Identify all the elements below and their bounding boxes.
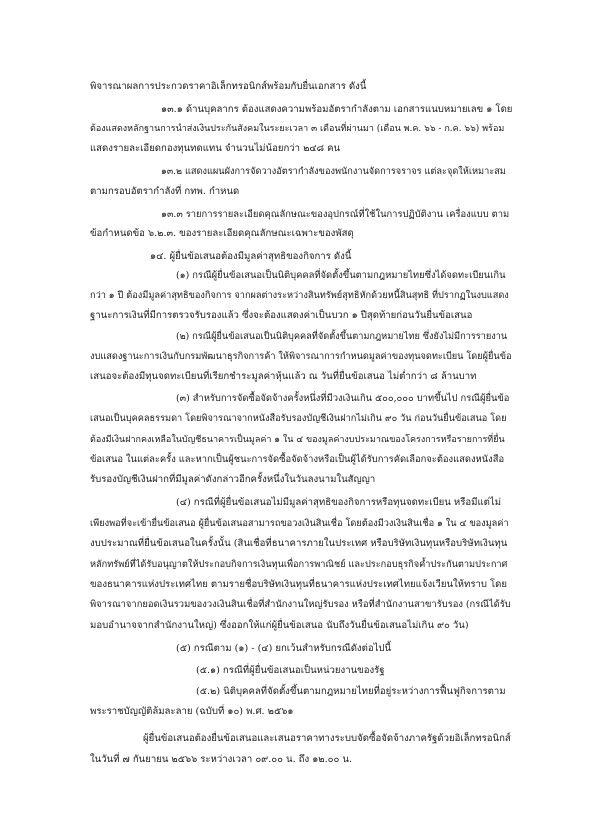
text-line: (๒) กรณีผู้ยื่นข้อเสนอเป็นนิติบุคคลที่จัดตั้งขึ้นตามกฎหมายไทย ซึ่งยังไม่มีการรายงาน bbox=[176, 331, 508, 342]
text-line: พระราชบัญญัติล้มละลาย (ฉบับที่ ๑๐) พ.ศ. ๒๕๖๑ bbox=[90, 706, 294, 717]
text-line: ต้องมีเงินฝากคงเหลือในบัญชีธนาคารเป็นมูลค่า ๑ ใน ๔ ของมูลค่างบประมาณของโครงการหรือรายการที่ยื่น bbox=[90, 435, 505, 445]
text-line: (๑) กรณีผู้ยื่นข้อเสนอเป็นนิติบุคคลที่จัดตั้งขึ้นตามกฎหมายไทยซึ่งได้จดทะเบียนเกิน bbox=[176, 270, 506, 281]
text-line: ๑๓.๑ ด้านบุคลากร ต้องแสดงความพร้อมอัตรากำลังตาม เอกสารแนบหมายเลข ๑ โดย bbox=[161, 104, 513, 115]
text-line: หลักทรัพย์ที่ได้รับอนุญาตให้ประกอบกิจการเงินทุนเพื่อการพาณิชย์ และประกอบธุรกิจค้ำประกันตามประกาศ bbox=[90, 559, 508, 570]
text-line: ข้อเสนอ ในแต่ละครั้ง และหากเป็นผู้ชนะการจัดซื้อจัดจ้างหรือเป็นผู้ได้รับการคัดเลือกจะต้องแสดงหนังสือ bbox=[90, 454, 505, 465]
text-line: กว่า ๑ ปี ต้องมีมูลค่าสุทธิของกิจการ จากผลต่างระหว่างสินทรัพย์สุทธิหักด้วยหนี้สินสุทธิ ที่ปรากฏในงบแสดง bbox=[90, 290, 509, 301]
text-line: เสนอเป็นบุคคลธรรมดา โดยพิจารณาจากหนังสือรับรองบัญชีเงินฝากไม่เกิน ๙๐ วัน ก่อนวันยื่นข้อเสนอ โดย bbox=[90, 413, 507, 424]
text-line: (๕.๑) กรณีที่ผู้ยื่นข้อเสนอเป็นหน่วยงานของรัฐ bbox=[196, 665, 385, 676]
text-line: งบแสดงฐานะการเงินกับกรมพัฒนาธุรกิจการค้า ให้พิจารณาการกำหนดมูลค่าของทุนจดทะเบียน โดยผู้ยื่นข้อ bbox=[90, 351, 512, 362]
text-line: มอบอำนาจจากสำนักงานใหญ่) ซึ่งออกให้แก่ผู้ยื่นข้อเสนอ นับถึงวันยื่นข้อเสนอไม่เกิน ๙๐ วัน) bbox=[90, 620, 469, 631]
text-line: ของธนาคารแห่งประเทศไทย ตามรายชื่อบริษัทเงินทุนที่ธนาคารแห่งประเทศไทยแจ้งเวียนให้ทราบ โดย bbox=[90, 579, 508, 590]
section-heading: ๑๔. ผู้ยื่นข้อเสนอต้องมีมูลค่าสุทธิของกิจการ ดังนี้ bbox=[150, 251, 352, 262]
text-line: เพียงพอที่จะเข้ายื่นข้อเสนอ ผู้ยื่นข้อเสนอสามารถขอวงเงินสินเชื่อ โดยต้องมีวงเงินสินเชื่อ ๑ ใน ๔ ของมูลค่า bbox=[90, 518, 509, 529]
text-line: (๕.๒) นิติบุคคลที่จัดตั้งขึ้นตามกฎหมายไทยที่อยู่ระหว่างการฟื้นฟูกิจการตาม bbox=[196, 686, 506, 697]
text-line: แสดงรายละเอียดกองทุนทดแทน จำนวนไม่น้อยกว่า ๒๔๘ คน bbox=[90, 143, 341, 154]
text-line: ผู้ยื่นข้อเสนอต้องยื่นข้อเสนอและเสนอราคาทางระบบจัดซื้อจัดจ้างภาครัฐด้วยอิเล็กทรอนิกส์ bbox=[143, 733, 511, 744]
text-line: พิจารณาผลการประกวดราคาอิเล็กทรอนิกส์พร้อมกับยื่นเอกสาร ดังนี้ bbox=[90, 81, 367, 92]
text-line: ในวันที่ ๗ กันยายน ๒๕๖๖ ระหว่างเวลา ๐๙.๐๐ น. ถึง ๑๒.๐๐ น. bbox=[90, 754, 353, 765]
text-line: (๕) กรณีตาม (๑) - (๔) ยกเว้นสำหรับกรณีดังต่อไปนี้ bbox=[176, 643, 392, 654]
text-line: ข้อกำหนดข้อ ๖.๒.๓. ของรายละเอียดคุณลักษณะเฉพาะของพัสดุ bbox=[90, 228, 354, 239]
text-line: ๑๓.๒ แสดงแผนผังการจัดวางอัตรากำลังของพนักงานจัดการจราจร แต่ละจุดให้เหมาะสม bbox=[161, 166, 506, 177]
text-line: งบประมาณที่ยื่นข้อเสนอในครั้งนั้น (สินเชื่อที่ธนาคารภายในประเทศ หรือบริษัทเงินทุนหรือบริษัทเงินทุน bbox=[90, 538, 508, 549]
text-line: รับรองบัญชีเงินฝากที่มีมูลค่าดังกล่าวอีกครั้งหนึ่งในวันลงนามในสัญญา bbox=[90, 474, 376, 485]
text-line: พิจารณาจากยอดเงินรวมของวงเงินสินเชื่อที่สำนักงานใหญ่รับรอง หรือที่สำนักงานสาขารับรอง (กรณีได้รับ bbox=[90, 599, 511, 610]
text-line: ๑๓.๓ รายการรายละเอียดคุณลักษณะของอุปกรณ์ที่ใช้ในการปฏิบัติงาน เครื่องแบบ ตาม bbox=[161, 209, 510, 220]
text-line: (๔) กรณีที่ผู้ยื่นข้อเสนอไม่มีมูลค่าสุทธิของกิจการหรือทุนจดทะเบียน หรือมีแต่ไม่ bbox=[176, 497, 502, 508]
text-line: ตามกรอบอัตรากำลังที่ กทพ. กำหนด bbox=[90, 186, 240, 197]
text-line: (๓) สำหรับการจัดซื้อจัดจ้างครั้งหนึ่งที่มีวงเงินเกิน ๕๐๐,๐๐๐ บาทขึ้นไป กรณีผู้ยื่นข้อ bbox=[176, 393, 510, 404]
text-line: ฐานะการเงินที่มีการตรวจรับรองแล้ว ซึ่งจะต้องแสดงค่าเป็นบวก ๑ ปีสุดท้ายก่อนวันยื่นข้อเสนอ bbox=[90, 310, 473, 321]
text-line: เสนอจะต้องมีทุนจดทะเบียนที่เรียกชำระมูลค่าหุ้นแล้ว ณ วันที่ยื่นข้อเสนอ ไม่ต่ำกว่า ๘ ล้านบาท bbox=[90, 371, 477, 382]
text-line: ต้องแสดงหลักฐานการนำส่งเงินประกันสังคมในระยะเวลา ๓ เดือนที่ผ่านมา (เดือน พ.ค. ๖๖ - ก.ค. ๖๖) พร้อม bbox=[90, 124, 505, 134]
